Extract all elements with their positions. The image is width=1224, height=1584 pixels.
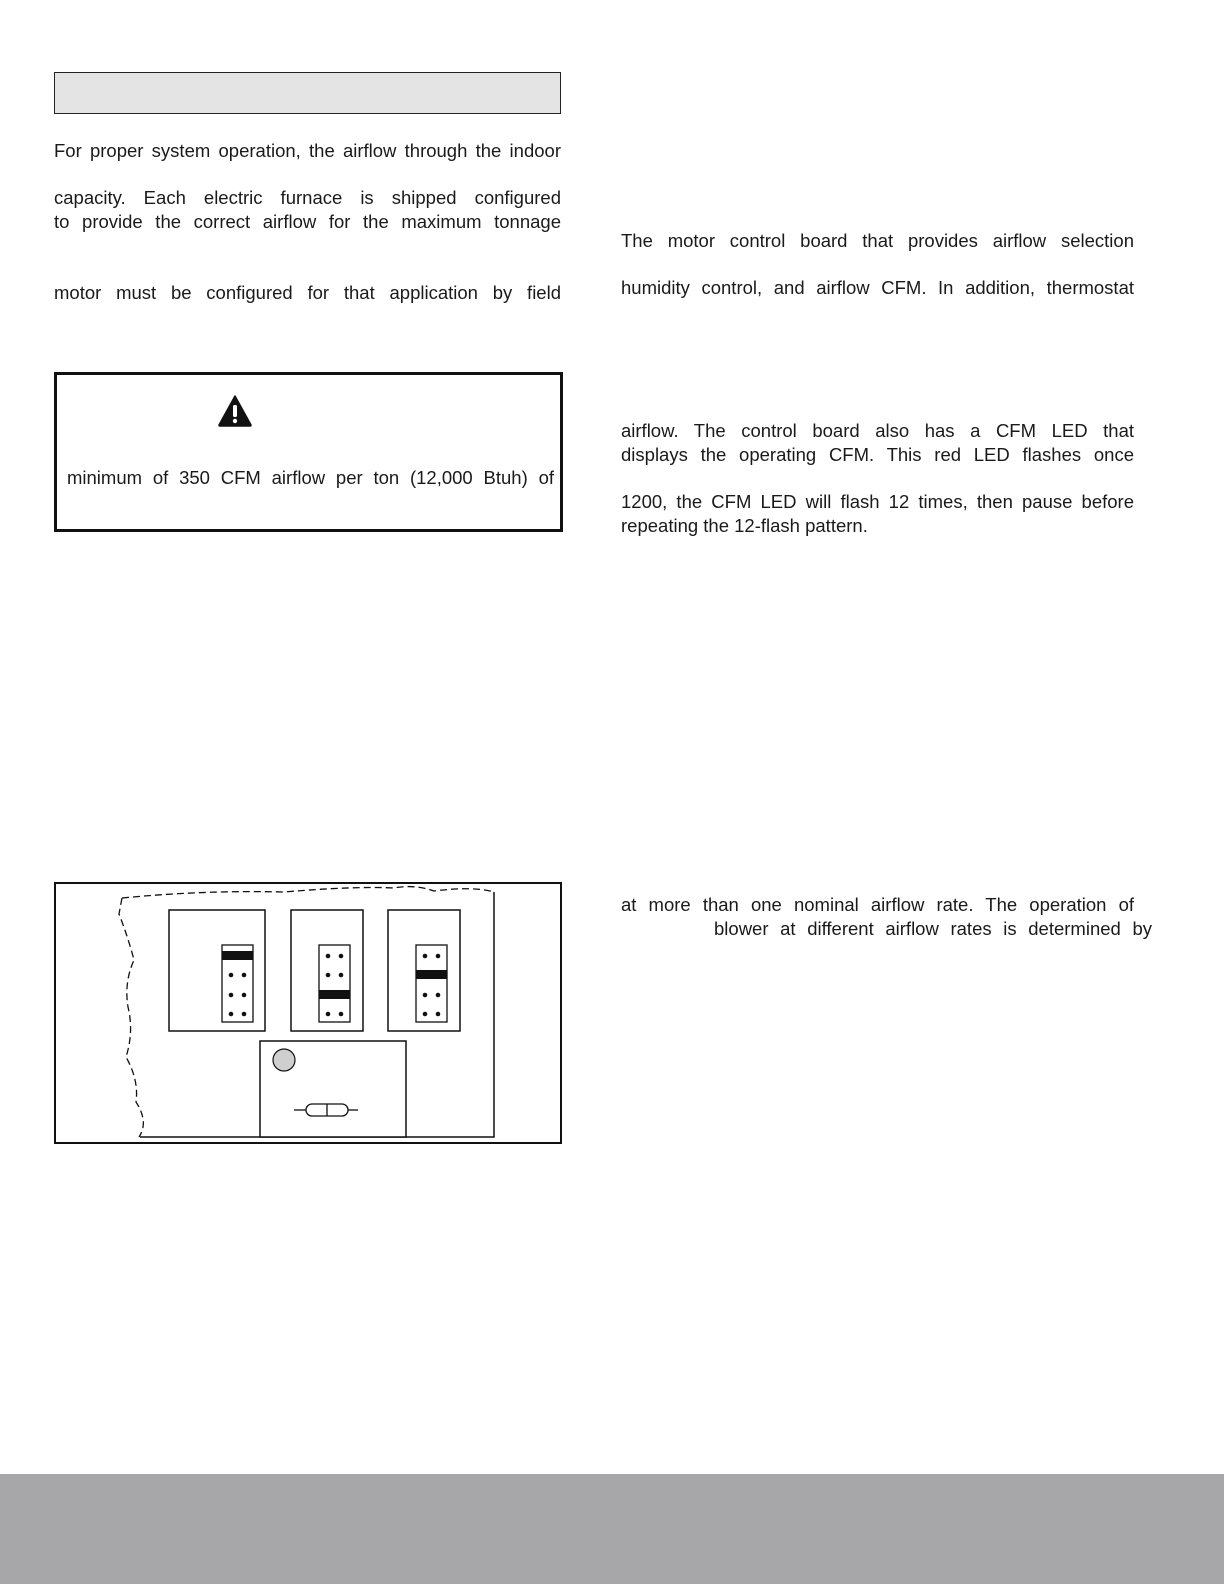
body-text-line: The motor control board that provides airflow selection: [621, 230, 1134, 251]
body-text-line: capacity. Each electric furnace is shipped configured: [54, 187, 561, 208]
body-text-line: to provide the correct airflow for the maximum tonnage: [54, 211, 561, 232]
body-text-line: blower at different airflow rates is determined by: [714, 918, 1152, 939]
jumper-block-2: [291, 910, 363, 1031]
body-text-line: 1200, the CFM LED will flash 12 times, then pause before: [621, 491, 1134, 512]
body-text-line: airflow. The control board also has a CFM LED that: [621, 420, 1134, 441]
body-text-line: at more than one nominal airflow rate. The operation of: [621, 894, 1134, 915]
body-text-line: humidity control, and airflow CFM. In addition, thermostat: [621, 277, 1134, 298]
body-text-line: For proper system operation, the airflow through the indoor: [54, 140, 561, 161]
jumper-block-3: [388, 910, 460, 1031]
warning-box: [54, 372, 563, 532]
led-fuse-block: [260, 1041, 406, 1137]
jumper-block-1: [169, 910, 265, 1031]
body-text-line: motor must be configured for that application by field: [54, 282, 561, 303]
warning-text-line: minimum of 350 CFM airflow per ton (12,000 Btuh) of: [67, 467, 554, 488]
control-board-diagram: [54, 882, 562, 1144]
body-text-line: repeating the 12-flash pattern.: [621, 515, 868, 536]
footer-band: [0, 1474, 1224, 1584]
warning-triangle-icon: [218, 395, 252, 427]
body-text-line: displays the operating CFM. This red LED flashes once: [621, 444, 1134, 465]
section-header-bar: [54, 72, 561, 114]
